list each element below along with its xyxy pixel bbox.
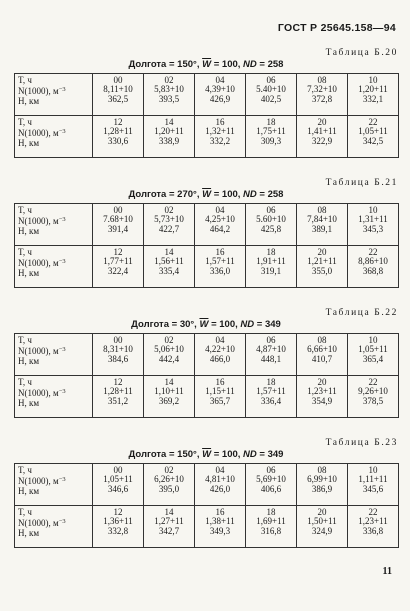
density-value: 1,77+11 [103, 256, 133, 267]
value-cell [246, 506, 297, 548]
label-density-line [18, 257, 90, 268]
density-value: 1,69+11 [256, 516, 286, 527]
value-cell [348, 74, 399, 116]
height-value: 346,6 [107, 483, 129, 494]
density-value: 1,20+11 [154, 126, 184, 137]
label-height: H, км [18, 355, 40, 366]
value-cell [348, 506, 399, 548]
height-value: 372,8 [311, 93, 333, 104]
time-value: 22 [368, 377, 378, 387]
time-value: 16 [215, 247, 225, 257]
density-value: 1,27+11 [154, 516, 184, 527]
value-cell [348, 116, 399, 158]
value-cell [144, 74, 195, 116]
label-density: N(1000), м [18, 388, 59, 399]
value-cell [246, 376, 297, 418]
table-caption [14, 319, 398, 330]
height-value: 378,5 [362, 395, 384, 406]
height-value: 355,0 [311, 265, 333, 276]
caption-nd-value: = 258 [259, 59, 284, 70]
label-time: T, ч [18, 205, 32, 215]
time-value: 10 [368, 335, 378, 345]
density-value: 8,11+10 [103, 84, 133, 95]
density-value: 1,28+11 [103, 126, 133, 137]
table-caption [14, 189, 398, 200]
density-value: 4,22+10 [205, 344, 235, 355]
time-value: 22 [368, 507, 378, 517]
table-row [15, 116, 399, 158]
height-value: 330,6 [107, 135, 129, 146]
height-value: 351,2 [107, 395, 129, 406]
label-density-exponent: −3 [58, 346, 66, 354]
caption-nd-symbol: ND [243, 449, 257, 460]
density-value: 1,05+11 [358, 344, 388, 355]
data-table [14, 333, 399, 418]
row-labels-cell [15, 246, 93, 288]
time-value: 12 [113, 507, 123, 517]
time-value: 20 [317, 377, 327, 387]
value-cell [195, 464, 246, 506]
height-value: 322,4 [107, 265, 129, 276]
height-value: 338,9 [158, 135, 180, 146]
density-value: 5,83+10 [154, 84, 184, 95]
height-value: 422,7 [158, 223, 180, 234]
label-density-line [18, 517, 90, 528]
value-cell [246, 204, 297, 246]
label-density-line [18, 85, 90, 96]
height-value: 349,3 [209, 525, 231, 536]
height-value: 362,5 [107, 93, 129, 104]
label-time: T, ч [18, 75, 32, 85]
density-value: 1,21+11 [307, 256, 337, 267]
height-value: 391,4 [107, 223, 129, 234]
height-value: 464,2 [209, 223, 231, 234]
value-cell [297, 74, 348, 116]
height-value: 426,0 [209, 483, 231, 494]
density-value: 1,11+11 [358, 474, 388, 485]
time-value: 00 [113, 75, 123, 85]
density-value: 7,32+10 [307, 84, 337, 95]
value-cell [195, 204, 246, 246]
height-value: 345,3 [362, 223, 384, 234]
height-value: 425,8 [260, 223, 282, 234]
density-value: 1,23+11 [358, 516, 388, 527]
value-cell [297, 464, 348, 506]
value-cell [93, 74, 144, 116]
value-cell [144, 204, 195, 246]
value-cell [297, 506, 348, 548]
height-value: 389,1 [311, 223, 333, 234]
caption-prefix: Долгота = [128, 59, 175, 70]
caption-w-symbol: $\overline{W}$ [199, 319, 209, 330]
density-value: 5.60+10 [256, 214, 286, 225]
height-value: 342,7 [158, 525, 180, 536]
value-cell [144, 246, 195, 288]
label-density-line [18, 475, 90, 486]
label-time: T, ч [18, 465, 32, 475]
value-cell [246, 116, 297, 158]
density-value: 1,75+11 [256, 126, 286, 137]
label-density-exponent: −3 [58, 128, 66, 136]
row-labels-cell [15, 204, 93, 246]
time-value: 12 [113, 377, 123, 387]
value-cell [93, 116, 144, 158]
density-value: 9,26+10 [358, 386, 388, 397]
row-labels-cell [15, 464, 93, 506]
time-value: 06 [266, 465, 276, 475]
caption-w-value: = 100, [211, 319, 238, 330]
label-density: N(1000), м [18, 258, 59, 269]
height-value: 335,4 [158, 265, 180, 276]
label-density-exponent: −3 [58, 86, 66, 94]
density-value: 4,39+10 [205, 84, 235, 95]
time-value: 08 [317, 75, 327, 85]
value-cell [195, 74, 246, 116]
value-cell [297, 376, 348, 418]
height-value: 365,4 [362, 353, 384, 364]
caption-w-symbol: $\overline{W}$ [202, 59, 212, 70]
label-time: T, ч [18, 247, 32, 257]
label-time: T, ч [18, 117, 32, 127]
caption-prefix: Долгота = [131, 319, 178, 330]
label-density: N(1000), м [18, 476, 59, 487]
density-value: 1,15+11 [205, 386, 235, 397]
time-value: 06 [266, 75, 276, 85]
label-density: N(1000), м [18, 216, 59, 227]
density-value: 1,57+11 [205, 256, 235, 267]
value-cell [93, 334, 144, 376]
document-header: ГОСТ Р 25645.158—94 [277, 22, 396, 34]
height-value: 402,5 [260, 93, 282, 104]
density-value: 4,87+10 [256, 344, 286, 355]
height-value: 368,8 [362, 265, 384, 276]
density-value: 6,26+10 [154, 474, 184, 485]
time-value: 14 [164, 247, 174, 257]
height-value: 324,9 [311, 525, 333, 536]
time-value: 08 [317, 335, 327, 345]
page-number: 11 [382, 566, 392, 577]
height-value: 426,9 [209, 93, 231, 104]
caption-nd-symbol: ND [240, 319, 255, 330]
label-density-exponent: −3 [58, 258, 66, 266]
caption-longitude: 270°, [177, 189, 200, 200]
table-label: Таблица Б.23 [325, 438, 398, 448]
table-row [15, 334, 399, 376]
row-labels-cell [15, 74, 93, 116]
density-value: 7.68+10 [103, 214, 133, 225]
data-table [14, 203, 399, 288]
table-row [15, 246, 399, 288]
density-value: 1,41+11 [307, 126, 337, 137]
value-cell [297, 116, 348, 158]
height-value: 332,1 [362, 93, 384, 104]
time-value: 04 [215, 205, 225, 215]
label-density: N(1000), м [18, 86, 59, 97]
height-value: 332,2 [209, 135, 231, 146]
height-value: 442,4 [158, 353, 180, 364]
height-value: 365,7 [209, 395, 231, 406]
caption-prefix: Долгота = [128, 189, 175, 200]
caption-w-value: = 100, [213, 189, 241, 200]
value-cell [93, 246, 144, 288]
value-cell [195, 246, 246, 288]
label-height: H, км [18, 267, 40, 278]
table-label: Таблица Б.20 [325, 48, 398, 58]
value-cell [297, 334, 348, 376]
row-labels-cell [15, 376, 93, 418]
height-value: 336,8 [362, 525, 384, 536]
height-value: 406,6 [260, 483, 282, 494]
table-label: Таблица Б.22 [325, 308, 398, 318]
label-density-exponent: −3 [58, 216, 66, 224]
time-value: 18 [266, 507, 276, 517]
time-value: 00 [113, 465, 123, 475]
time-value: 18 [266, 377, 276, 387]
table-caption [14, 449, 398, 460]
time-value: 00 [113, 335, 123, 345]
height-value: 345,6 [362, 483, 384, 494]
caption-w-symbol: $\overline{W}$ [202, 189, 212, 200]
time-value: 06 [266, 205, 276, 215]
label-height: H, км [18, 225, 40, 236]
value-cell [144, 376, 195, 418]
time-value: 10 [368, 75, 378, 85]
density-value: 1,20+11 [358, 84, 388, 95]
caption-nd-symbol: ND [243, 59, 257, 70]
time-value: 10 [368, 205, 378, 215]
density-value: 1,10+11 [154, 386, 184, 397]
density-value: 8,86+10 [358, 256, 388, 267]
label-height: H, км [18, 397, 40, 408]
time-value: 02 [164, 335, 174, 345]
row-labels-cell [15, 116, 93, 158]
height-value: 332,8 [107, 525, 129, 536]
time-value: 08 [317, 205, 327, 215]
table-caption [14, 59, 398, 70]
density-value: 1,05+11 [103, 474, 133, 485]
value-cell [348, 334, 399, 376]
time-value: 04 [215, 335, 225, 345]
label-time: T, ч [18, 377, 32, 387]
time-value: 10 [368, 465, 378, 475]
time-value: 18 [266, 247, 276, 257]
value-cell [144, 116, 195, 158]
row-labels-cell [15, 506, 93, 548]
height-value: 319,1 [260, 265, 282, 276]
label-density-exponent: −3 [58, 476, 66, 484]
density-value: 1,05+11 [358, 126, 388, 137]
value-cell [246, 334, 297, 376]
value-cell [144, 464, 195, 506]
value-cell [246, 246, 297, 288]
time-value: 04 [215, 75, 225, 85]
row-labels-cell [15, 334, 93, 376]
density-value: 5,69+10 [256, 474, 286, 485]
caption-prefix: Долгота = [128, 449, 175, 460]
value-cell [348, 204, 399, 246]
label-density-line [18, 387, 90, 398]
label-time: T, ч [18, 507, 32, 517]
value-cell [348, 464, 399, 506]
label-density-line [18, 127, 90, 138]
data-table [14, 73, 399, 158]
density-value: 5,73+10 [154, 214, 184, 225]
density-value: 4,81+10 [205, 474, 235, 485]
caption-longitude: 30°, [179, 319, 197, 330]
value-cell [144, 506, 195, 548]
value-cell [195, 116, 246, 158]
density-value: 1,56+11 [154, 256, 184, 267]
table-row [15, 464, 399, 506]
density-value: 6,66+10 [307, 344, 337, 355]
time-value: 14 [164, 507, 174, 517]
table-row [15, 74, 399, 116]
time-value: 20 [317, 247, 327, 257]
density-value: 1,38+11 [205, 516, 235, 527]
time-value: 22 [368, 117, 378, 127]
density-value: 6,99+10 [307, 474, 337, 485]
caption-longitude: 150°, [177, 449, 200, 460]
caption-nd-symbol: ND [243, 189, 257, 200]
value-cell [297, 204, 348, 246]
height-value: 369,2 [158, 395, 180, 406]
time-value: 08 [317, 465, 327, 475]
value-cell [195, 376, 246, 418]
time-value: 16 [215, 377, 225, 387]
time-value: 14 [164, 377, 174, 387]
value-cell [144, 334, 195, 376]
density-value: 5.40+10 [256, 84, 286, 95]
density-value: 1,50+11 [307, 516, 337, 527]
height-value: 384,6 [107, 353, 129, 364]
value-cell [246, 74, 297, 116]
table-label: Таблица Б.21 [325, 178, 398, 188]
height-value: 336,4 [260, 395, 282, 406]
height-value: 386,9 [311, 483, 333, 494]
height-value: 316,8 [260, 525, 282, 536]
time-value: 16 [215, 117, 225, 127]
label-height: H, км [18, 485, 40, 496]
table-row [15, 506, 399, 548]
density-value: 1,23+11 [307, 386, 337, 397]
label-density-exponent: −3 [58, 388, 66, 396]
height-value: 342,5 [362, 135, 384, 146]
caption-w-symbol: $\overline{W}$ [202, 449, 212, 460]
data-table [14, 463, 399, 548]
height-value: 466,0 [209, 353, 231, 364]
table-row [15, 204, 399, 246]
density-value: 8,31+10 [103, 344, 133, 355]
value-cell [246, 464, 297, 506]
density-value: 1,57+11 [256, 386, 286, 397]
time-value: 02 [164, 205, 174, 215]
label-height: H, км [18, 527, 40, 538]
value-cell [348, 246, 399, 288]
time-value: 12 [113, 117, 123, 127]
caption-w-value: = 100, [213, 59, 241, 70]
height-value: 354,9 [311, 395, 333, 406]
label-time: T, ч [18, 335, 32, 345]
density-value: 1,91+11 [256, 256, 286, 267]
value-cell [93, 204, 144, 246]
value-cell [348, 376, 399, 418]
height-value: 322,9 [311, 135, 333, 146]
time-value: 16 [215, 507, 225, 517]
density-value: 1,31+11 [358, 214, 388, 225]
time-value: 02 [164, 75, 174, 85]
time-value: 14 [164, 117, 174, 127]
density-value: 1,28+11 [103, 386, 133, 397]
density-value: 1,36+11 [103, 516, 133, 527]
label-density-line [18, 215, 90, 226]
caption-nd-value: = 258 [259, 189, 284, 200]
caption-longitude: 150°, [177, 59, 200, 70]
time-value: 00 [113, 205, 123, 215]
label-density: N(1000), м [18, 128, 59, 139]
value-cell [195, 334, 246, 376]
caption-nd-value: = 349 [256, 319, 281, 330]
value-cell [93, 376, 144, 418]
height-value: 410,7 [311, 353, 333, 364]
time-value: 20 [317, 507, 327, 517]
time-value: 12 [113, 247, 123, 257]
label-height: H, км [18, 95, 40, 106]
caption-nd-value: = 349 [259, 449, 284, 460]
label-density-exponent: −3 [58, 518, 66, 526]
density-value: 5,06+10 [154, 344, 184, 355]
time-value: 06 [266, 335, 276, 345]
value-cell [195, 506, 246, 548]
time-value: 20 [317, 117, 327, 127]
caption-w-value: = 100, [213, 449, 241, 460]
table-row [15, 376, 399, 418]
time-value: 22 [368, 247, 378, 257]
height-value: 336,0 [209, 265, 231, 276]
time-value: 04 [215, 465, 225, 475]
value-cell [93, 464, 144, 506]
density-value: 1,32+11 [205, 126, 235, 137]
value-cell [93, 506, 144, 548]
value-cell [297, 246, 348, 288]
label-height: H, км [18, 137, 40, 148]
label-density: N(1000), м [18, 518, 59, 529]
height-value: 393,5 [158, 93, 180, 104]
time-value: 18 [266, 117, 276, 127]
label-density: N(1000), м [18, 346, 59, 357]
height-value: 395,0 [158, 483, 180, 494]
time-value: 02 [164, 465, 174, 475]
density-value: 4,25+10 [205, 214, 235, 225]
density-value: 7,84+10 [307, 214, 337, 225]
height-value: 309,3 [260, 135, 282, 146]
label-density-line [18, 345, 90, 356]
height-value: 448,1 [260, 353, 282, 364]
